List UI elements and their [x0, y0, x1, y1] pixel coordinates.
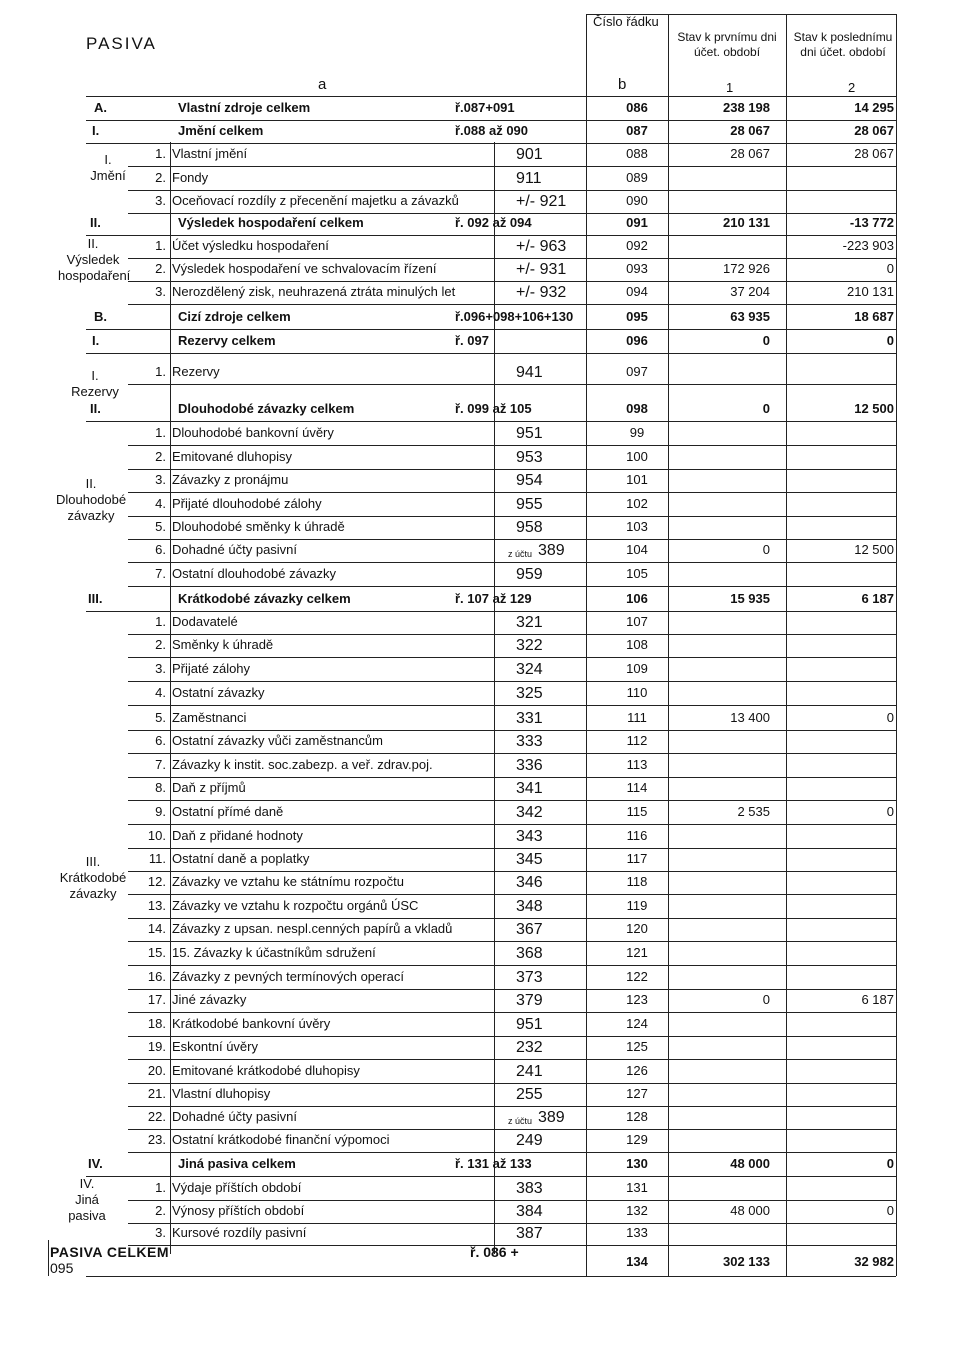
row-group-code: I.: [92, 123, 100, 138]
row-separator: [128, 777, 896, 778]
row-separator: [128, 190, 896, 191]
row-account-code: 958: [516, 519, 543, 536]
row-label: Krátkodobé závazky celkem: [178, 591, 351, 606]
row-label: Eskontní úvěry: [172, 1039, 258, 1054]
row-label: Ostatní dlouhodobé závazky: [172, 566, 337, 581]
row-item-number: 19.: [147, 1039, 166, 1054]
row-account-code: 343: [516, 828, 543, 845]
row-label: Dodavatelé: [172, 614, 238, 629]
row-label: Jmění celkem: [178, 123, 264, 138]
row-label: Přijaté dlouhodobé zálohy: [172, 496, 322, 511]
row-item-number: 1.: [155, 364, 166, 379]
row-item-number: 3.: [155, 284, 166, 299]
row-item-number: 14.: [147, 921, 166, 936]
row-line-number: 120: [626, 921, 648, 936]
row-account-code: 346: [516, 874, 543, 891]
row-item-number: 18.: [147, 1016, 166, 1031]
first-day-header: Stav k prvnímu dni účet. období: [677, 30, 777, 59]
row-separator: [128, 705, 896, 706]
row-line-number: 108: [626, 637, 648, 652]
row-item-number: 2.: [155, 637, 166, 652]
row-label: Vlastní zdroje celkem: [178, 100, 311, 115]
row-separator: [128, 1106, 896, 1107]
row-item-number: 11.: [148, 851, 166, 866]
row-line-number: 104: [626, 542, 648, 557]
row-label: Vlastní dluhopisy: [172, 1086, 271, 1101]
row-item-number: 2.: [155, 1203, 166, 1218]
row-item-number: 2.: [155, 170, 166, 185]
row-line-number: 100: [626, 449, 648, 464]
row-value-first-day: 210 131: [723, 215, 770, 230]
row-line-number: 110: [626, 685, 648, 700]
row-label: Daň z příjmů: [172, 780, 246, 795]
row-line-number: 117: [626, 851, 648, 866]
row-separator: [128, 1059, 896, 1060]
row-item-number: 16.: [147, 969, 166, 984]
row-separator: [128, 586, 896, 587]
group-side-label: I. Rezervy: [71, 368, 119, 399]
row-account-code: 953: [516, 449, 543, 466]
row-line-number: 118: [626, 874, 648, 889]
row-separator: [128, 824, 896, 825]
row-reference: ř.088 až 090: [455, 123, 529, 138]
row-line-number: 096: [626, 333, 648, 348]
row-label: Ostatní přímé daně: [172, 804, 284, 819]
row-separator: [128, 800, 896, 801]
row-label: Ostatní krátkodobé finanční výpomoci: [172, 1132, 390, 1147]
group-side-label: II. Dlouhodobé závazky: [56, 476, 127, 523]
row-separator: [86, 143, 896, 144]
row-value-last-day: 28 067: [854, 146, 894, 161]
row-value-last-day: 18 687: [854, 309, 894, 324]
row-separator: [128, 848, 896, 849]
row-label: Jiná pasiva celkem: [178, 1156, 296, 1171]
row-value-last-day: 0: [886, 1156, 894, 1171]
total-v2: 32 982: [854, 1254, 894, 1269]
row-separator: [128, 445, 896, 446]
row-line-number: 99: [629, 425, 645, 440]
row-value-first-day: 48 000: [730, 1156, 770, 1171]
row-line-number: 106: [626, 591, 648, 606]
row-item-number: 3.: [155, 1225, 166, 1240]
row-item-number: 1.: [155, 614, 166, 629]
row-separator: [128, 384, 896, 385]
row-account-code: 951: [516, 425, 543, 442]
row-label: Závazky z pevných termínových operací: [172, 969, 404, 984]
last-day-header: Stav k poslednímu dni účet. období: [793, 30, 893, 59]
row-value-last-day: 14 295: [854, 100, 894, 115]
row-label: Daň z přidané hodnoty: [172, 828, 303, 843]
row-value-last-day: -13 772: [849, 215, 894, 230]
row-separator: [128, 1083, 896, 1084]
row-line-number: 122: [626, 969, 648, 984]
row-item-number: 1.: [155, 1180, 166, 1195]
row-item-number: 12.: [147, 874, 166, 889]
row-separator: [128, 539, 896, 540]
row-item-number: 2.: [155, 449, 166, 464]
row-separator: [128, 492, 896, 493]
row-item-number: 4.: [155, 496, 166, 511]
row-separator: [128, 634, 896, 635]
row-group-code: B.: [94, 309, 107, 324]
row-value-first-day: 0: [762, 542, 770, 557]
row-item-number: 1.: [155, 238, 166, 253]
row-item-number: 3.: [155, 661, 166, 676]
row-value-last-day: -223 903: [842, 238, 894, 253]
row-reference: ř.096+098+106+130: [455, 309, 574, 324]
row-line-number: 131: [626, 1180, 648, 1195]
row-item-number: 7.: [155, 757, 166, 772]
row-account-code: 322: [516, 637, 543, 654]
row-account-code: 379: [516, 992, 543, 1009]
row-line-number: 105: [626, 566, 648, 581]
total-ref-cont: 095: [50, 1260, 74, 1276]
row-separator: [128, 1036, 896, 1037]
row-label: Závazky ve vztahu ke státnímu rozpočtu: [172, 874, 404, 889]
row-label: Dohadné účty pasivní: [172, 1109, 298, 1124]
row-label: Kursové rozdíly pasivní: [172, 1225, 307, 1240]
row-item-number: 3.: [155, 193, 166, 208]
row-label: Cizí zdroje celkem: [178, 309, 291, 324]
row-line-number: 090: [626, 193, 648, 208]
row-value-first-day: 238 198: [723, 100, 770, 115]
row-separator: [86, 353, 896, 354]
row-label: Krátkodobé bankovní úvěry: [172, 1016, 331, 1031]
row-separator: [128, 516, 896, 517]
row-account-code: 331: [516, 710, 543, 727]
row-label: Závazky ve vztahu k rozpočtu orgánů ÚSC: [172, 898, 419, 913]
row-label: Nerozdělený zisk, neuhrazená ztráta minulých let: [172, 284, 456, 299]
row-line-number: 088: [626, 146, 648, 161]
row-account-code: 951: [516, 1016, 543, 1033]
row-label: Ostatní daně a poplatky: [172, 851, 310, 866]
row-reference: ř. 099 až 105: [455, 401, 532, 416]
row-separator: [128, 657, 896, 658]
row-separator: [128, 562, 896, 563]
row-line-number: 094: [626, 284, 648, 299]
row-label: Přijaté zálohy: [172, 661, 251, 676]
row-line-number: 112: [626, 733, 648, 748]
row-account-code: 325: [516, 685, 543, 702]
row-separator: [128, 1129, 896, 1130]
row-item-number: 22.: [147, 1109, 166, 1124]
row-label: Fondy: [172, 170, 209, 185]
row-group-code: I.: [92, 333, 100, 348]
row-label: Ostatní závazky vůči zaměstnancům: [172, 733, 383, 748]
row-line-number: 114: [626, 780, 648, 795]
row-account-code: 241: [516, 1063, 543, 1080]
row-separator: [128, 730, 896, 731]
row-label: Ostatní závazky: [172, 685, 265, 700]
row-account-code: 911: [516, 170, 542, 187]
row-label: Výsledek hospodaření celkem: [178, 215, 364, 230]
row-account-code: 389: [538, 542, 565, 559]
row-label: Oceňovací rozdíly z přecenění majetku a závazků: [172, 193, 459, 208]
row-label: Rezervy celkem: [178, 333, 276, 348]
row-line-number: 111: [627, 710, 647, 725]
col-1-header: 1: [726, 80, 734, 95]
group-side-label: I. Jmění: [90, 152, 126, 183]
row-line-number: 097: [626, 364, 648, 379]
row-item-number: 1.: [155, 146, 166, 161]
row-line-number: 124: [626, 1016, 648, 1031]
row-value-first-day: 0: [762, 333, 770, 348]
row-separator: [86, 421, 896, 422]
row-value-first-day: 0: [762, 401, 770, 416]
row-reference: ř. 131 až 133: [455, 1156, 532, 1171]
row-label: Účet výsledku hospodaření: [172, 238, 329, 253]
row-line-number: 091: [626, 215, 648, 230]
row-line-number: 133: [626, 1225, 648, 1240]
section-title: PASIVA: [86, 34, 157, 53]
row-value-first-day: 37 204: [730, 284, 770, 299]
total-line: 134: [626, 1254, 648, 1269]
row-item-number: 23.: [147, 1132, 166, 1147]
row-label: Vlastní jmění: [172, 146, 248, 161]
row-value-last-day: 12 500: [854, 401, 894, 416]
row-item-number: 20.: [147, 1063, 166, 1078]
row-group-code: III.: [88, 591, 103, 606]
row-separator: [86, 611, 896, 612]
row-label: Výsledek hospodaření ve schvalovacím řízení: [172, 261, 437, 276]
row-account-code: 955: [516, 496, 543, 513]
row-account-code: 348: [516, 898, 543, 915]
row-line-number: 103: [626, 519, 648, 534]
row-line-number: 132: [626, 1203, 648, 1218]
row-line-number: 119: [626, 898, 648, 913]
row-value-first-day: 0: [762, 992, 770, 1007]
row-value-first-day: 28 067: [730, 123, 770, 138]
row-line-number: 089: [626, 170, 648, 185]
row-separator: [86, 235, 896, 236]
row-account-code: 324: [516, 661, 543, 678]
row-value-first-day: 28 067: [730, 146, 770, 161]
row-item-number: 9.: [155, 804, 166, 819]
row-line-number: 125: [626, 1039, 648, 1054]
row-account-code: 954: [516, 472, 543, 489]
row-item-number: 1.: [155, 425, 166, 440]
row-value-last-day: 0: [886, 261, 894, 276]
row-line-number: 093: [626, 261, 648, 276]
row-account-code: 341: [516, 780, 543, 797]
row-separator: [128, 894, 896, 895]
row-account-code: +/- 932: [516, 284, 567, 301]
row-line-number: 123: [626, 992, 648, 1007]
row-account-code: 255: [516, 1086, 543, 1103]
row-value-last-day: 0: [886, 1203, 894, 1218]
row-value-last-day: 6 187: [861, 591, 894, 606]
row-line-number: 098: [626, 401, 648, 416]
row-separator: [128, 213, 896, 214]
row-item-number: 6.: [155, 542, 166, 557]
row-item-number: 7.: [155, 566, 166, 581]
row-account-code: 959: [516, 566, 543, 583]
row-line-number: 102: [626, 496, 648, 511]
row-account-prefix: z účtu: [508, 1116, 533, 1126]
row-item-number: 8.: [155, 780, 166, 795]
row-label: 15. Závazky k účastníkům sdružení: [172, 945, 376, 960]
row-line-number: 109: [626, 661, 648, 676]
line-number-header: Číslo řádku: [593, 14, 659, 29]
row-separator: [86, 120, 896, 121]
row-label: Zaměstnanci: [172, 710, 247, 725]
row-line-number: 087: [626, 123, 648, 138]
row-account-code: 333: [516, 733, 543, 750]
row-value-first-day: 2 535: [737, 804, 770, 819]
row-account-code: 384: [516, 1203, 543, 1220]
row-line-number: 121: [626, 945, 648, 960]
row-separator: [128, 469, 896, 470]
row-item-number: 2.: [155, 261, 166, 276]
row-account-code: 368: [516, 945, 543, 962]
row-separator: [128, 918, 896, 919]
row-value-first-day: 15 935: [730, 591, 770, 606]
row-account-code: 387: [516, 1225, 543, 1242]
row-separator: [128, 965, 896, 966]
group-side-label: II. Výsledek hospodaření: [58, 236, 131, 283]
row-separator: [128, 258, 896, 259]
row-label: Rezervy: [172, 364, 220, 379]
row-account-code: 373: [516, 969, 543, 986]
row-reference: ř. 097: [455, 333, 489, 348]
col-2-header: 2: [848, 80, 856, 95]
row-separator: [86, 1176, 896, 1177]
row-separator: [128, 989, 896, 990]
row-value-last-day: 0: [886, 710, 894, 725]
row-separator: [128, 1200, 896, 1201]
row-reference: ř. 107 až 129: [455, 591, 532, 606]
row-separator: [86, 329, 896, 330]
row-separator: [128, 941, 896, 942]
row-item-number: 4.: [155, 685, 166, 700]
row-line-number: 113: [626, 757, 648, 772]
row-line-number: 107: [626, 614, 648, 629]
row-item-number: 5.: [155, 519, 166, 534]
row-item-number: 13.: [147, 898, 166, 913]
total-label: PASIVA CELKEM: [50, 1244, 170, 1260]
row-line-number: 130: [626, 1156, 648, 1171]
row-label: Závazky k instit. soc.zabezp. a veř. zdrav.poj.: [172, 757, 433, 772]
row-separator: [128, 1223, 896, 1224]
col-a-header: a: [318, 76, 327, 93]
row-item-number: 21.: [147, 1086, 166, 1101]
row-separator: [128, 1012, 896, 1013]
row-account-prefix: z účtu: [508, 549, 533, 559]
row-group-code: A.: [94, 100, 107, 115]
row-item-number: 5.: [155, 710, 166, 725]
row-separator: [128, 871, 896, 872]
row-label: Výdaje příštích období: [172, 1180, 302, 1195]
row-account-code: 345: [516, 851, 543, 868]
row-account-code: 336: [516, 757, 543, 774]
row-account-code: 321: [516, 614, 543, 631]
row-separator: [128, 166, 896, 167]
row-value-last-day: 0: [886, 804, 894, 819]
row-account-code: 941: [516, 364, 543, 381]
row-account-code: 232: [516, 1039, 543, 1056]
row-line-number: 116: [626, 828, 648, 843]
total-v1: 302 133: [723, 1254, 770, 1269]
row-label: Dohadné účty pasivní: [172, 542, 298, 557]
row-separator: [128, 304, 896, 305]
row-item-number: 3.: [155, 472, 166, 487]
row-line-number: 101: [626, 472, 648, 487]
row-reference: ř.087+091: [455, 100, 515, 115]
row-separator: [128, 281, 896, 282]
row-label: Dlouhodobé směnky k úhradě: [172, 519, 345, 534]
total-ref: ř. 086 +: [470, 1244, 519, 1260]
row-value-last-day: 0: [886, 333, 894, 348]
row-item-number: 15.: [147, 945, 166, 960]
row-account-code: 342: [516, 804, 543, 821]
row-reference: ř. 092 až 094: [455, 215, 532, 230]
row-value-last-day: 28 067: [854, 123, 894, 138]
row-label: Výnosy příštích období: [172, 1203, 305, 1218]
row-line-number: 092: [626, 238, 648, 253]
row-account-code: +/- 931: [516, 261, 567, 278]
row-account-code: 901: [516, 146, 543, 163]
row-account-code: +/- 921: [516, 193, 567, 210]
row-line-number: 095: [626, 309, 648, 324]
row-label: Emitované dluhopisy: [172, 449, 292, 464]
row-account-code: 383: [516, 1180, 543, 1197]
row-separator: [128, 681, 896, 682]
row-item-number: 17.: [147, 992, 166, 1007]
row-item-number: 6.: [155, 733, 166, 748]
row-line-number: 127: [626, 1086, 648, 1101]
row-label: Závazky z pronájmu: [172, 472, 289, 487]
row-value-last-day: 6 187: [861, 992, 894, 1007]
row-line-number: 115: [626, 804, 648, 819]
row-separator: [128, 1152, 896, 1153]
row-line-number: 129: [626, 1132, 648, 1147]
row-label: Jiné závazky: [172, 992, 247, 1007]
row-value-first-day: 48 000: [730, 1203, 770, 1218]
row-value-first-day: 13 400: [730, 710, 770, 725]
row-account-code: 367: [516, 921, 543, 938]
group-side-label: III. Krátkodobé závazky: [59, 854, 127, 901]
row-label: Emitované krátkodobé dluhopisy: [172, 1063, 360, 1078]
row-label: Závazky z upsan. nespl.cenných papírů a vkladů: [172, 921, 453, 936]
row-label: Dlouhodobé závazky celkem: [178, 401, 355, 416]
row-value-first-day: 63 935: [730, 309, 770, 324]
row-value-first-day: 172 926: [723, 261, 770, 276]
group-side-label: IV. Jiná pasiva: [68, 1176, 106, 1223]
row-account-code: 249: [516, 1132, 543, 1149]
row-line-number: 128: [626, 1109, 648, 1124]
row-group-code: II.: [90, 401, 101, 416]
row-line-number: 086: [626, 100, 648, 115]
row-label: Směnky k úhradě: [172, 637, 274, 652]
row-line-number: 126: [626, 1063, 648, 1078]
row-account-code: 389: [538, 1109, 565, 1126]
row-item-number: 10.: [147, 828, 166, 843]
row-group-code: II.: [90, 215, 101, 230]
row-group-code: IV.: [88, 1156, 103, 1171]
col-b-header: b: [618, 76, 627, 93]
row-value-last-day: 210 131: [847, 284, 894, 299]
row-account-code: +/- 963: [516, 238, 567, 255]
row-separator: [128, 753, 896, 754]
row-value-last-day: 12 500: [854, 542, 894, 557]
row-label: Dlouhodobé bankovní úvěry: [172, 425, 334, 440]
